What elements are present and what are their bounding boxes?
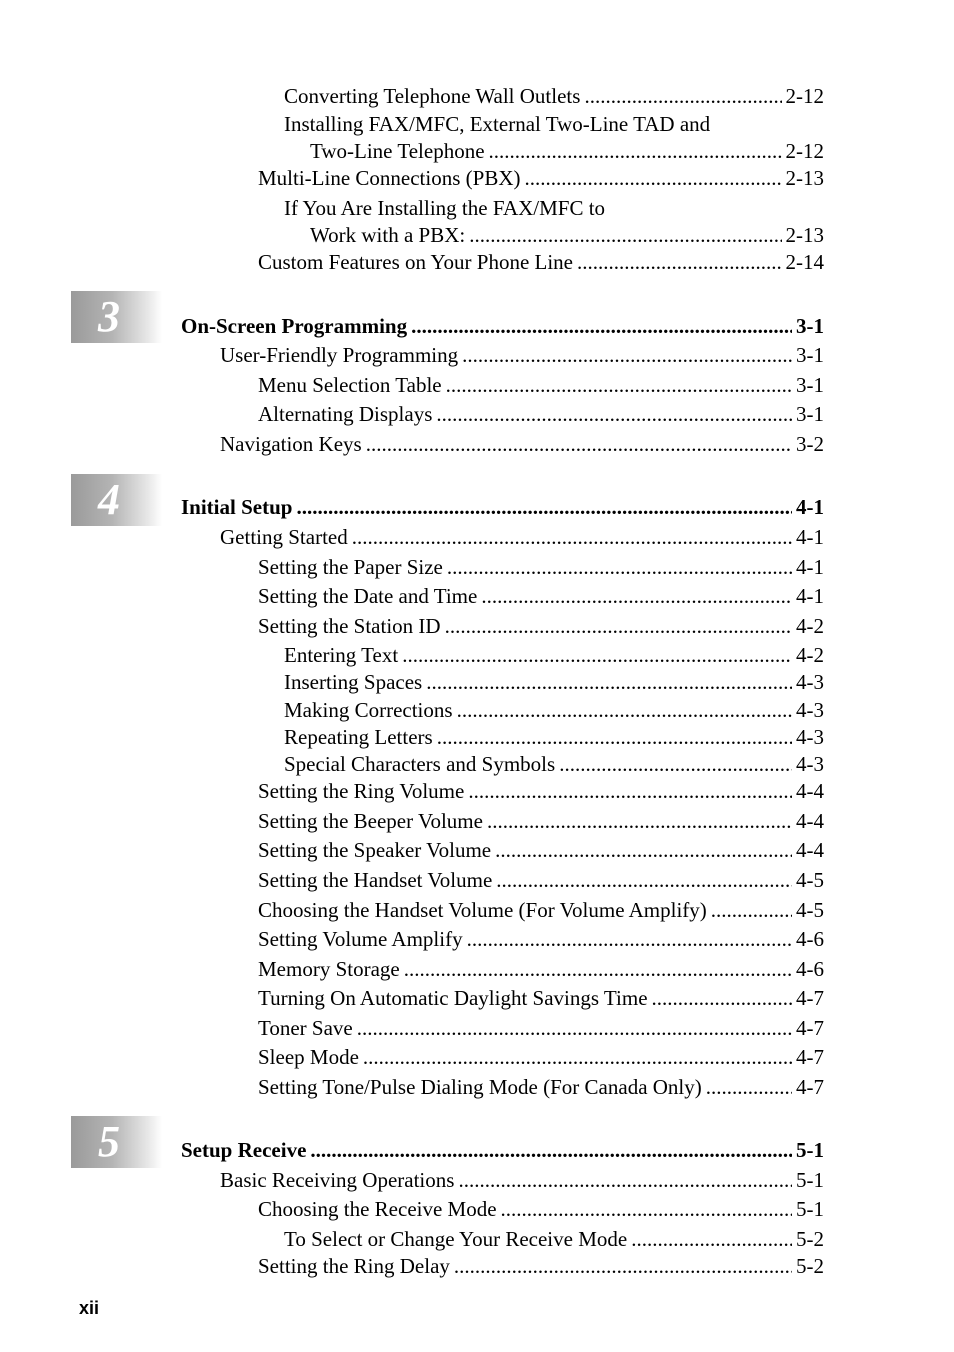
leader-dots xyxy=(457,698,792,722)
toc-entry[interactable] xyxy=(258,584,824,608)
toc-entry[interactable] xyxy=(258,868,824,892)
leader-dots xyxy=(458,1168,792,1192)
toc-entry[interactable] xyxy=(258,838,824,862)
leader-dots xyxy=(652,986,792,1010)
toc-entry[interactable] xyxy=(258,986,824,1010)
toc-entry-title: Turning On Automatic Daylight Savings Time xyxy=(258,986,648,1010)
toc-entry-page: 5-2 xyxy=(796,1254,824,1278)
toc-entry-title: If You Are Installing the FAX/MFC to xyxy=(284,196,606,220)
toc-entry-page: 2-12 xyxy=(785,84,824,108)
toc-entry-page: 4-7 xyxy=(796,986,824,1010)
leader-dots xyxy=(468,779,792,803)
toc-entry-title: Setting the Ring Volume xyxy=(258,779,465,803)
chapter-number: 5 xyxy=(98,1117,120,1166)
leader-dots xyxy=(496,868,792,892)
toc-entry-title: Toner Save xyxy=(258,1016,353,1040)
toc-entry[interactable] xyxy=(284,752,824,776)
toc-entry[interactable] xyxy=(258,1045,824,1069)
toc-entry-title: Inserting Spaces xyxy=(284,670,423,694)
toc-entry-page: 5-1 xyxy=(796,1138,824,1162)
leader-dots xyxy=(363,1045,792,1069)
toc-entry-page: 4-1 xyxy=(796,555,824,579)
toc-entry-page: 4-3 xyxy=(796,752,824,776)
toc-entry[interactable] xyxy=(258,779,824,803)
toc-entry[interactable] xyxy=(258,555,824,579)
toc-entry-title: Setting the Date and Time xyxy=(258,584,478,608)
toc-entry[interactable] xyxy=(258,898,824,922)
toc-entry[interactable] xyxy=(258,250,824,274)
toc-entry-title: Work with a PBX: xyxy=(310,223,466,247)
leader-dots xyxy=(402,643,792,667)
toc-entry-title: Setting the Station ID xyxy=(258,614,441,638)
toc-entry[interactable] xyxy=(258,957,824,981)
toc-entry-title: Setting the Paper Size xyxy=(258,555,443,579)
leader-dots xyxy=(631,1227,792,1251)
toc-entry[interactable] xyxy=(284,698,824,722)
toc-entry-title: Converting Telephone Wall Outlets xyxy=(284,84,581,108)
toc-entry-title: To Select or Change Your Receive Mode xyxy=(284,1227,628,1251)
toc-entry-page: 3-1 xyxy=(796,314,824,338)
leader-dots xyxy=(495,838,792,862)
toc-entry-title: Setting Tone/Pulse Dialing Mode (For Canada Only) xyxy=(258,1075,702,1099)
toc-chapter-entry[interactable] xyxy=(181,1138,824,1162)
leader-dots xyxy=(706,1075,792,1099)
toc-entry-page: 4-1 xyxy=(796,584,824,608)
leader-dots xyxy=(447,555,792,579)
toc-entry-title: Sleep Mode xyxy=(258,1045,359,1069)
toc-entry[interactable] xyxy=(258,927,824,951)
toc-entry-page: 3-1 xyxy=(796,373,824,397)
toc-entry-title: Making Corrections xyxy=(284,698,453,722)
toc-entry-title: Getting Started xyxy=(220,525,348,549)
toc-entry[interactable] xyxy=(258,402,824,426)
chapter-number: 4 xyxy=(98,475,120,524)
leader-dots xyxy=(436,402,792,426)
leader-dots xyxy=(366,432,792,456)
toc-entry[interactable] xyxy=(220,525,824,549)
toc-entry[interactable] xyxy=(258,1075,824,1099)
toc-entry-title: Choosing the Receive Mode xyxy=(258,1197,497,1221)
toc-entry-page: 4-2 xyxy=(796,614,824,638)
toc-entry-page: 4-7 xyxy=(796,1016,824,1040)
chapter-tab-4 xyxy=(71,474,162,526)
toc-entry-title: Repeating Letters xyxy=(284,725,433,749)
toc-entry-page: 3-2 xyxy=(796,432,824,456)
leader-dots xyxy=(357,1016,792,1040)
toc-entry-page: 4-6 xyxy=(796,957,824,981)
toc-entry-page: 4-7 xyxy=(796,1075,824,1099)
toc-entry[interactable] xyxy=(258,373,824,397)
leader-dots xyxy=(310,1138,792,1162)
leader-dots xyxy=(559,752,792,776)
toc-entry-title: Alternating Displays xyxy=(258,402,433,426)
leader-dots xyxy=(489,139,782,163)
leader-dots xyxy=(426,670,792,694)
toc-entry[interactable] xyxy=(284,84,824,108)
toc-entry[interactable] xyxy=(258,614,824,638)
toc-entry[interactable] xyxy=(310,139,824,163)
toc-entry[interactable] xyxy=(284,112,824,136)
toc-entry-page: 4-3 xyxy=(796,670,824,694)
toc-entry-title: Special Characters and Symbols xyxy=(284,752,556,776)
toc-entry-page: 4-2 xyxy=(796,643,824,667)
toc-entry[interactable] xyxy=(258,166,824,190)
toc-entry-page: 4-6 xyxy=(796,927,824,951)
toc-entry-title: Setting Volume Amplify xyxy=(258,927,463,951)
toc-entry-title: Setting the Speaker Volume xyxy=(258,838,492,862)
toc-entry-title: Choosing the Handset Volume (For Volume Amplify) xyxy=(258,898,707,922)
toc-entry-title: Basic Receiving Operations xyxy=(220,1168,455,1192)
toc-entry-page: 4-5 xyxy=(796,868,824,892)
leader-dots xyxy=(481,584,792,608)
toc-entry-page: 2-13 xyxy=(785,166,824,190)
toc-entry-page: 4-4 xyxy=(796,809,824,833)
leader-dots xyxy=(584,84,781,108)
toc-entry-page: 3-1 xyxy=(796,402,824,426)
leader-dots xyxy=(469,223,781,247)
toc-entry-title: Entering Text xyxy=(284,643,399,667)
toc-entry-page: 5-1 xyxy=(796,1168,824,1192)
leader-dots xyxy=(467,927,792,951)
toc-entry[interactable] xyxy=(258,809,824,833)
toc-entry-title: Setup Receive xyxy=(181,1138,307,1162)
leader-dots xyxy=(577,250,782,274)
leader-dots xyxy=(446,373,792,397)
toc-entry[interactable] xyxy=(284,196,824,220)
toc-entry-title: Menu Selection Table xyxy=(258,373,442,397)
toc-entry[interactable] xyxy=(258,1016,824,1040)
chapter-number: 3 xyxy=(98,292,120,341)
toc-entry-page: 4-5 xyxy=(796,898,824,922)
toc-entry-title: Custom Features on Your Phone Line xyxy=(258,250,573,274)
toc-entry-title: Setting the Ring Delay xyxy=(258,1254,450,1278)
leader-dots xyxy=(711,898,792,922)
chapter-tab-3 xyxy=(71,291,162,343)
toc-entry-title: Setting the Handset Volume xyxy=(258,868,493,892)
toc-entry-title: Multi-Line Connections (PBX) xyxy=(258,166,521,190)
toc-entry-page: 4-7 xyxy=(796,1045,824,1069)
leader-dots xyxy=(501,1197,792,1221)
leader-dots xyxy=(404,957,792,981)
leader-dots xyxy=(445,614,792,638)
leader-dots xyxy=(411,314,792,338)
toc-entry-page: 4-1 xyxy=(796,525,824,549)
toc-entry-page: 4-3 xyxy=(796,725,824,749)
leader-dots xyxy=(462,343,792,367)
leader-dots xyxy=(296,495,792,519)
toc-entry[interactable] xyxy=(284,643,824,667)
toc-entry-title: Two-Line Telephone xyxy=(310,139,485,163)
toc-entry-title: Setting the Beeper Volume xyxy=(258,809,483,833)
toc-entry-page: 3-1 xyxy=(796,343,824,367)
toc-chapter-entry[interactable] xyxy=(181,314,824,338)
toc-entry[interactable] xyxy=(220,343,824,367)
toc-entry-title: Initial Setup xyxy=(181,495,293,519)
toc-entry[interactable] xyxy=(258,1254,824,1278)
leader-dots xyxy=(524,166,781,190)
leader-dots xyxy=(437,725,792,749)
toc-entry[interactable] xyxy=(284,725,824,749)
toc-entry[interactable] xyxy=(284,1227,824,1251)
toc-entry-page: 2-13 xyxy=(785,223,824,247)
toc-entry-page: 4-4 xyxy=(796,838,824,862)
toc-entry[interactable] xyxy=(310,223,824,247)
toc-entry-page: 4-3 xyxy=(796,698,824,722)
page-number: xii xyxy=(79,1298,100,1318)
toc-entry-page: 4-4 xyxy=(796,779,824,803)
toc-entry-page: 2-14 xyxy=(785,250,824,274)
leader-dots xyxy=(454,1254,792,1278)
toc-entry-title: On-Screen Programming xyxy=(181,314,408,338)
toc-entry-page: 4-1 xyxy=(796,495,824,519)
toc-entry[interactable] xyxy=(220,432,824,456)
chapter-tab-5 xyxy=(71,1116,162,1168)
toc-entry-title: Navigation Keys xyxy=(220,432,362,456)
leader-dots xyxy=(352,525,792,549)
toc-chapter-entry[interactable] xyxy=(181,495,824,519)
toc-entry[interactable] xyxy=(220,1168,824,1192)
toc-entry-page: 5-1 xyxy=(796,1197,824,1221)
toc-entry[interactable] xyxy=(258,1197,824,1221)
toc-entry-title: Memory Storage xyxy=(258,957,400,981)
toc-entry-page: 5-2 xyxy=(796,1227,824,1251)
toc-entry[interactable] xyxy=(284,670,824,694)
toc-entry-title: User-Friendly Programming xyxy=(220,343,459,367)
toc-entry-title: Installing FAX/MFC, External Two-Line TAD and xyxy=(284,112,711,136)
toc-entry-page: 2-12 xyxy=(785,139,824,163)
leader-dots xyxy=(487,809,792,833)
